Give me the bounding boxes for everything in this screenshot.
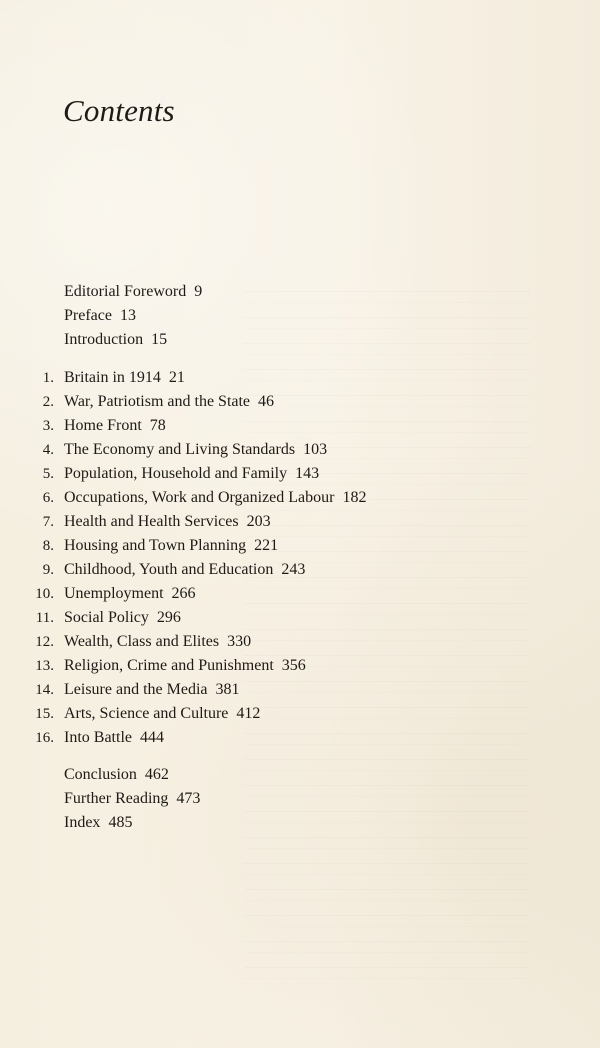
chapter-number: 13.: [35, 658, 54, 674]
chapter-page: 296: [156, 609, 181, 626]
chapter-label-wrap: [64, 414, 166, 438]
chapter-title: Wealth, Class and Elites: [64, 633, 220, 650]
chapter-page: 103: [303, 441, 328, 458]
toc-entry-label: Introduction: [64, 331, 144, 348]
toc-entry-label: Preface: [64, 307, 112, 324]
chapter-page: 182: [342, 489, 367, 506]
chapter-number: 15.: [35, 706, 54, 722]
chapter-number: 12.: [35, 634, 54, 650]
chapter-page: 46: [258, 393, 275, 410]
chapter-label-wrap: [64, 558, 305, 582]
toc-entry-label: Editorial Foreword: [64, 283, 187, 300]
chapter-label-wrap: [64, 510, 271, 534]
chapter-number: 1.: [42, 370, 54, 386]
toc-entry-label: Conclusion: [64, 766, 137, 783]
chapter-label-wrap: [64, 654, 306, 678]
chapter-number: 9.: [42, 562, 54, 578]
chapter-label-wrap: [64, 582, 196, 606]
chapter-title: Into Battle: [64, 729, 132, 746]
chapter-number: 10.: [35, 586, 54, 602]
toc-entry-page: 485: [108, 814, 133, 831]
chapter-page: 356: [281, 657, 306, 674]
toc-entry-label: Index: [64, 814, 101, 831]
chapter-label-wrap: [64, 366, 185, 390]
toc-entry-label-wrap: [64, 787, 200, 811]
chapter-page: 143: [295, 465, 320, 482]
toc-entry-page: 462: [144, 766, 169, 783]
chapter-number: 11.: [35, 610, 54, 626]
chapter-title: Unemployment: [64, 585, 164, 602]
chapter-page: 330: [227, 633, 252, 650]
toc-entry-page: 9: [194, 283, 203, 300]
chapter-title: Health and Health Services: [64, 513, 239, 530]
chapter-label-wrap: [64, 534, 278, 558]
chapter-number: 16.: [35, 730, 54, 746]
chapter-title: Housing and Town Planning: [64, 537, 247, 554]
chapter-label-wrap: [64, 438, 327, 462]
chapter-page: 412: [236, 705, 261, 722]
chapter-number: 2.: [42, 394, 54, 410]
chapter-label-wrap: [64, 726, 164, 750]
chapter-number: 8.: [42, 538, 54, 554]
toc-entry-page: 473: [176, 790, 201, 807]
chapter-title: War, Patriotism and the State: [64, 393, 251, 410]
chapter-page: 78: [149, 417, 166, 434]
chapter-page: 243: [281, 561, 306, 578]
chapter-number: 5.: [42, 466, 54, 482]
chapter-page: 266: [171, 585, 196, 602]
chapter-title: Social Policy: [64, 609, 149, 626]
toc-entry-label-wrap: [64, 328, 167, 352]
toc-entry-page: 13: [119, 307, 136, 324]
toc-entry-label-wrap: [64, 763, 169, 787]
chapter-label-wrap: [64, 678, 240, 702]
chapter-title: Population, Household and Family: [64, 465, 288, 482]
chapter-title: Home Front: [64, 417, 142, 434]
chapter-number: 6.: [42, 490, 54, 506]
chapter-page: 221: [254, 537, 279, 554]
toc-entry-label-wrap: [64, 280, 202, 304]
toc-entry-label-wrap: [64, 304, 136, 328]
chapter-number: 14.: [35, 682, 54, 698]
chapter-page: 381: [215, 681, 240, 698]
chapter-label-wrap: [64, 462, 319, 486]
toc-entry-label: Further Reading: [64, 790, 169, 807]
chapter-title: Arts, Science and Culture: [64, 705, 229, 722]
chapter-title: Religion, Crime and Punishment: [64, 657, 274, 674]
chapter-label-wrap: [64, 630, 251, 654]
chapter-title: Occupations, Work and Organized Labour: [64, 489, 335, 506]
chapter-title: The Economy and Living Standards: [64, 441, 296, 458]
chapter-number: 7.: [42, 514, 54, 530]
toc-entry-page: 15: [151, 331, 168, 348]
chapter-label-wrap: [64, 606, 181, 630]
chapter-number: 4.: [42, 442, 54, 458]
chapter-page: 444: [139, 729, 164, 746]
chapter-title: Leisure and the Media: [64, 681, 208, 698]
chapter-title: Britain in 1914: [64, 369, 161, 386]
toc-entry-label-wrap: [64, 811, 132, 835]
chapter-title: Childhood, Youth and Education: [64, 561, 274, 578]
page-title: Contents: [63, 93, 175, 128]
chapter-label-wrap: [64, 702, 260, 726]
chapter-label-wrap: [64, 390, 274, 414]
chapter-page: 203: [246, 513, 271, 530]
chapter-number: 3.: [42, 418, 54, 434]
chapter-page: 21: [168, 369, 185, 386]
chapter-label-wrap: [64, 486, 366, 510]
